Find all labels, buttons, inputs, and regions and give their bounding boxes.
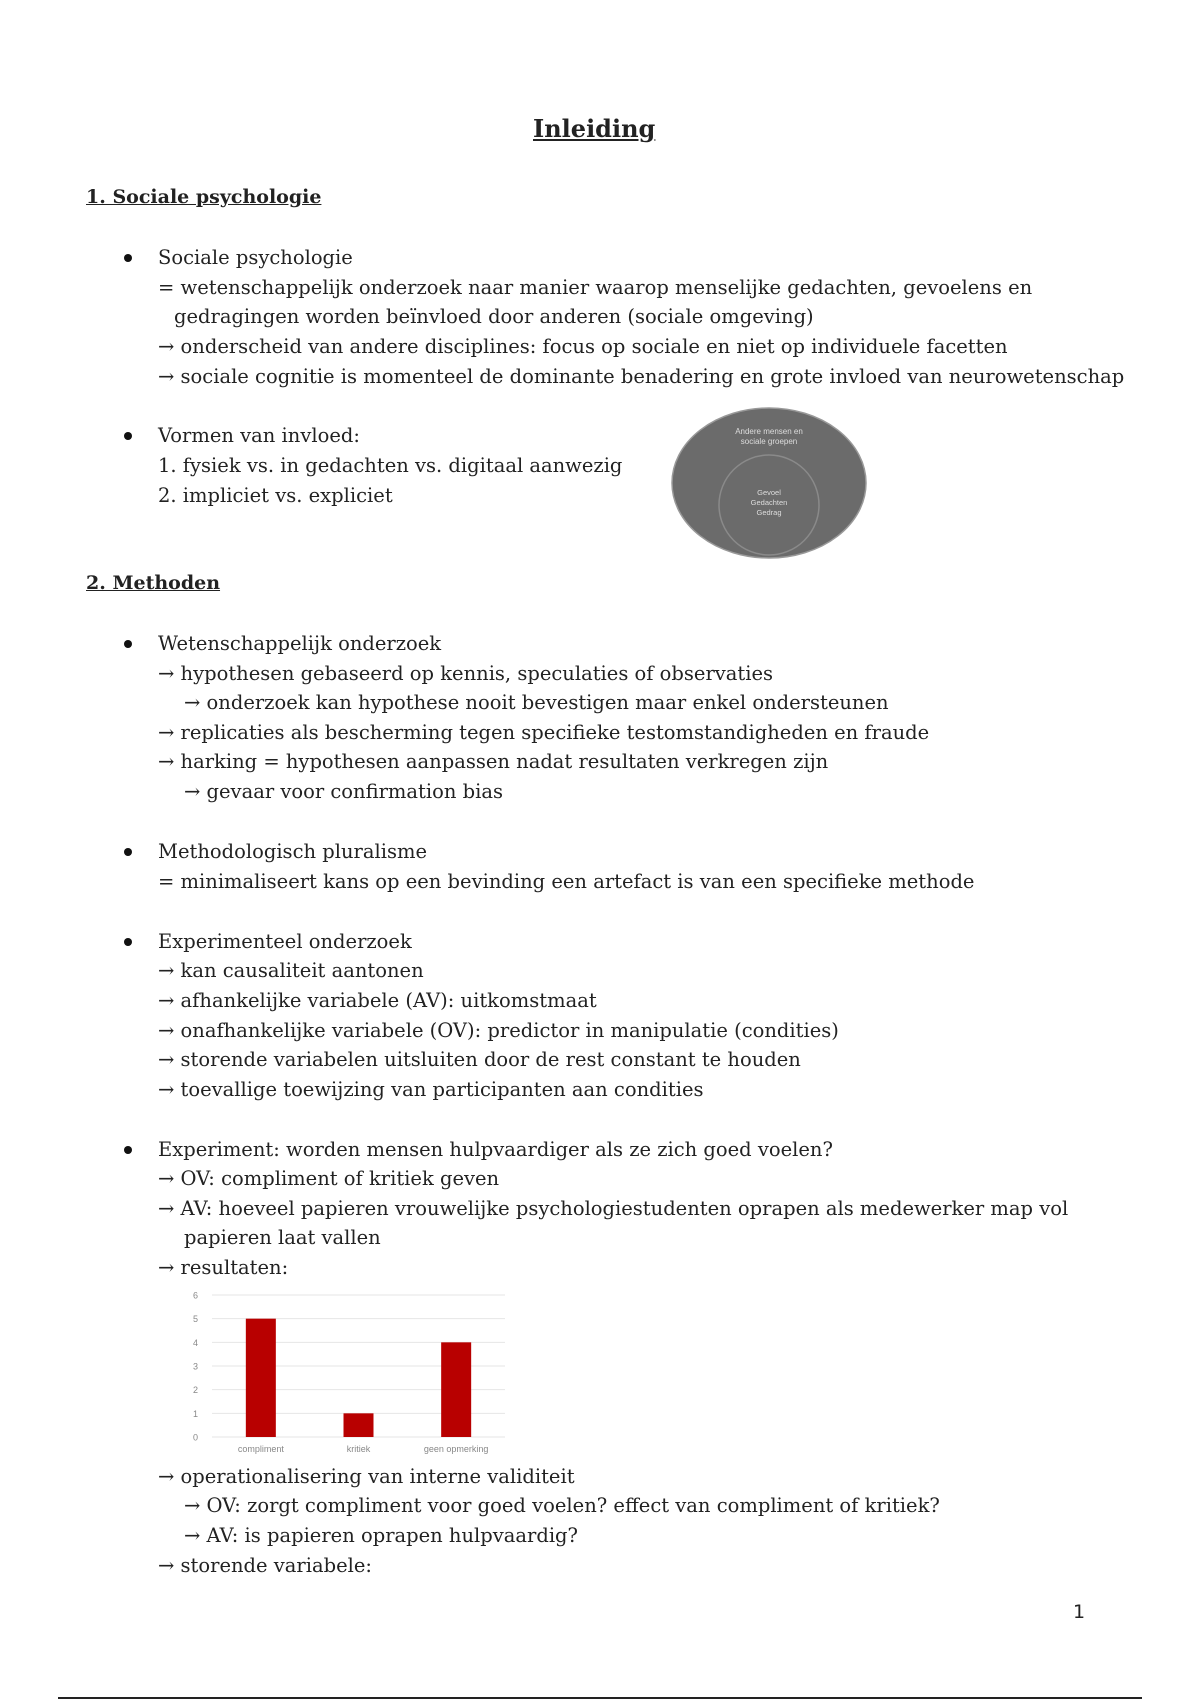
text-line: gedragingen worden beïnvloed door anderen (sociale omgeving) <box>174 305 814 328</box>
outer-label: Andere mensen en <box>735 427 803 436</box>
bullet-icon <box>124 1146 132 1154</box>
text-line: = minimaliseert kans op een bevinding een artefact is van een specifieke methode <box>158 870 975 893</box>
bullet-label: Wetenschappelijk onderzoek <box>158 632 442 655</box>
y-tick-label: 1 <box>192 1408 198 1419</box>
bullet-label: Sociale psychologie <box>158 246 353 269</box>
bullet-label: Vormen van invloed: <box>158 424 360 447</box>
text-line: → toevallige toewijzing van participanten aan condities <box>158 1078 704 1101</box>
text-line: → OV: zorgt compliment voor goed voelen? effect van compliment of kritiek? <box>184 1494 940 1517</box>
x-tick-label: geen opmerking <box>423 1444 489 1454</box>
text-line: papieren laat vallen <box>184 1226 381 1249</box>
x-tick-label: kritiek <box>346 1444 371 1454</box>
y-tick-label: 0 <box>192 1432 198 1443</box>
text-line: → AV: is papieren oprapen hulpvaardig? <box>184 1524 578 1547</box>
text-line: → harking = hypothesen aanpassen nadat resultaten verkregen zijn <box>158 750 829 773</box>
text-line: → onafhankelijke variabele (OV): predictor in manipulatie (condities) <box>158 1019 839 1042</box>
text-line: → resultaten: <box>158 1256 289 1279</box>
bullet-label: Experimenteel onderzoek <box>158 930 412 953</box>
section-heading-methoden: 2. Methoden <box>86 572 221 594</box>
y-tick-label: 4 <box>192 1337 198 1348</box>
text-line: = wetenschappelijk onderzoek naar manier waarop menselijke gedachten, gevoelens en <box>158 276 1033 299</box>
inner-label: Gedrag <box>756 508 782 517</box>
section-heading-sociale-psychologie: 1. Sociale psychologie <box>86 186 322 208</box>
text-line: → operationalisering van interne validiteit <box>158 1465 575 1488</box>
y-tick-label: 6 <box>192 1290 198 1301</box>
text-line: → gevaar voor confirmation bias <box>184 780 503 803</box>
y-tick-label: 5 <box>192 1314 198 1325</box>
inner-label: Gedachten <box>750 498 788 507</box>
page-title: Inleiding <box>533 114 656 143</box>
bar-compliment <box>246 1319 276 1437</box>
social-influence-diagram <box>666 404 872 562</box>
text-line: → AV: hoeveel papieren vrouwelijke psychologiestudenten oprapen als medewerker map vol <box>158 1197 1069 1220</box>
text-line: → replicaties als bescherming tegen specifieke testomstandigheden en fraude <box>158 721 930 744</box>
text-line: → kan causaliteit aantonen <box>158 959 424 982</box>
text-line: → onderzoek kan hypothese nooit bevestigen maar enkel ondersteunen <box>184 691 889 714</box>
inner-label: Gevoel <box>757 488 781 497</box>
text-line: → OV: compliment of kritiek geven <box>158 1167 500 1190</box>
bar-kritiek <box>344 1413 374 1437</box>
bullet-icon <box>124 254 132 262</box>
bullet-icon <box>124 640 132 648</box>
y-tick-label: 2 <box>192 1385 198 1396</box>
bullet-icon <box>124 848 132 856</box>
results-bar-chart <box>180 1285 510 1460</box>
text-line: 2. impliciet vs. expliciet <box>158 484 393 507</box>
outer-label: sociale groepen <box>740 437 798 446</box>
text-line: → storende variabele: <box>158 1554 372 1577</box>
bar-geen-opmerking <box>441 1342 471 1437</box>
x-tick-label: compliment <box>237 1444 284 1454</box>
bullet-label: Experiment: worden mensen hulpvaardiger als ze zich goed voelen? <box>158 1138 833 1161</box>
page-number: 1 <box>1073 1601 1086 1623</box>
bullet-label: Methodologisch pluralisme <box>158 840 427 863</box>
bullet-icon <box>124 938 132 946</box>
y-tick-label: 3 <box>192 1361 198 1372</box>
text-line: → onderscheid van andere disciplines: focus op sociale en niet op individuele facetten <box>158 335 1008 358</box>
page-bottom-rule <box>58 1697 1142 1699</box>
text-line: → storende variabelen uitsluiten door de rest constant te houden <box>158 1048 801 1071</box>
bullet-icon <box>124 432 132 440</box>
text-line: 1. fysiek vs. in gedachten vs. digitaal aanwezig <box>158 454 623 477</box>
text-line: → sociale cognitie is momenteel de dominante benadering en grote invloed van neurowetenschap <box>158 365 1125 388</box>
text-line: → hypothesen gebaseerd op kennis, speculaties of observaties <box>158 662 774 685</box>
text-line: → afhankelijke variabele (AV): uitkomstmaat <box>158 989 597 1012</box>
